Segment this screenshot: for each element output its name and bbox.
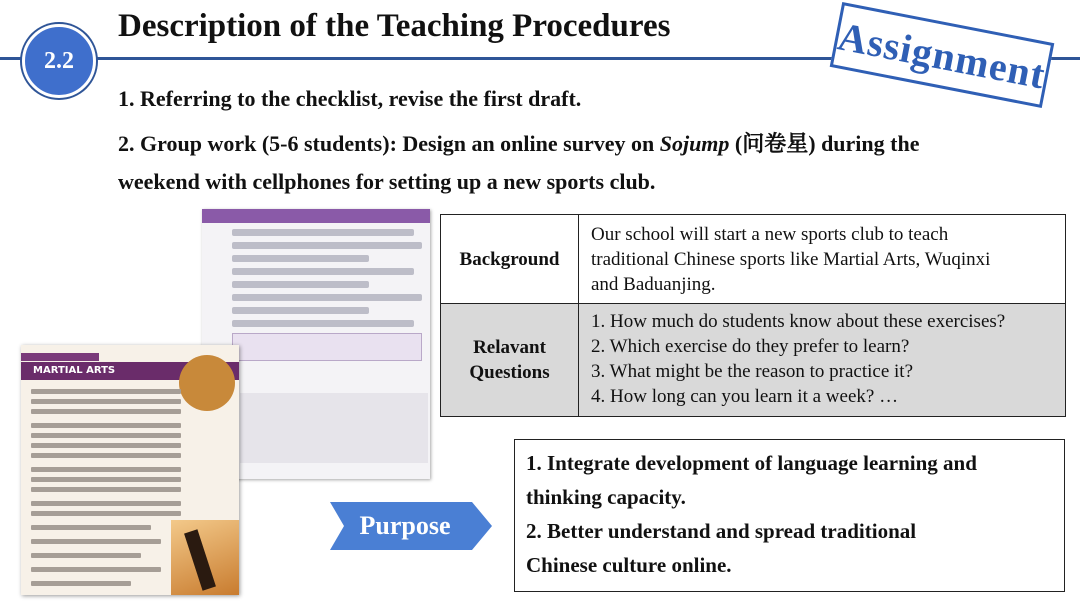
textbook-page-martial-arts xyxy=(21,345,239,595)
purpose-line: Chinese culture online. xyxy=(526,553,732,577)
row-header-background: Background xyxy=(441,215,579,303)
page-header-bar xyxy=(202,209,430,223)
purpose-line: 1. Integrate development of language learning and xyxy=(526,451,977,475)
table-row-questions xyxy=(441,304,1065,416)
task-line-2-pre: 2. Group work (5-6 students): Design an online survey on xyxy=(118,131,660,156)
row-header-questions: Relavant Questions xyxy=(441,304,579,416)
purpose-line: thinking capacity. xyxy=(526,485,686,509)
textbook-page-continued xyxy=(240,345,430,470)
martial-arts-heading: MARTIAL ARTS xyxy=(21,362,239,380)
section-number-badge: 2.2 xyxy=(22,24,96,98)
task-line-3: weekend with cellphones for setting up a new sports club. xyxy=(118,169,656,194)
example-box-thumbnail xyxy=(240,393,428,463)
sojump-term: Sojump xyxy=(659,131,730,156)
survey-info-table xyxy=(440,214,1066,417)
martial-arts-photo xyxy=(179,355,235,411)
question-item: 1. How much do students know about these exercises? xyxy=(591,311,1006,332)
martial-artist-image xyxy=(171,520,239,595)
question-item: 3. What might be the reason to practice it? xyxy=(591,361,914,382)
assignment-stamp: Assignment xyxy=(830,2,1055,108)
task-line-1: 1. Referring to the checklist, revise the first draft. xyxy=(118,86,582,111)
task-line-2-post: (问卷星) during the xyxy=(729,131,920,156)
background-text: Our school will start a new sports club to teach traditional Chinese sports like Martial Arts, Wuqinxi and Baduanjing. xyxy=(591,224,991,295)
questions-list xyxy=(591,309,1061,409)
purpose-box xyxy=(514,439,1065,592)
question-item: 4. How long can you learn it a week? … xyxy=(591,386,899,407)
purpose-label: Purpose xyxy=(359,511,451,540)
task-line-2 xyxy=(118,127,919,158)
purpose-line: 2. Better understand and spread traditional xyxy=(526,519,917,543)
slide-title: Description of the Teaching Procedures xyxy=(118,8,671,44)
table-row-background xyxy=(441,215,1065,304)
question-item: 2. Which exercise do they prefer to learn? xyxy=(591,336,910,357)
